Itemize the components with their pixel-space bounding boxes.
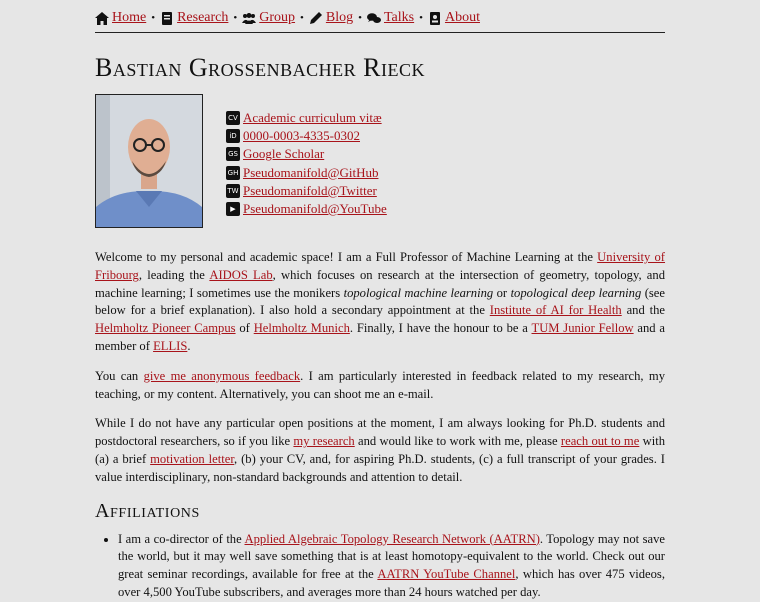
- intro-text: (see below for a brief explanation). I also hold a secondary appointment at the: [95, 285, 665, 318]
- nav-about[interactable]: [428, 10, 480, 26]
- positions-text: While I do not have any particular open positions at the moment, I am always looking for Ph.D. students and postdoctoral researchers, so if you like: [95, 416, 665, 449]
- id-badge-icon: [428, 12, 442, 25]
- positions-text: and would like to work with me, please: [354, 434, 561, 449]
- intro-text: of: [235, 321, 254, 336]
- intro-text: , which focuses on research at the intersection of geometry, topology, and machine learning; I sometimes use the monikers: [95, 267, 665, 300]
- nav-group-label: Group: [259, 10, 296, 25]
- google-scholar-icon: GS: [226, 147, 240, 161]
- aatrn-youtube-link[interactable]: AATRN YouTube Channel: [377, 567, 516, 582]
- link-row: [226, 200, 387, 218]
- affiliation-text: I am a co-director of the: [118, 531, 245, 546]
- aatrn-link[interactable]: Applied Algebraic Topology Research Network (AATRN): [244, 531, 540, 546]
- twitter-icon: TW: [226, 184, 240, 198]
- positions-paragraph: [95, 415, 665, 486]
- nav-blog[interactable]: [309, 10, 353, 26]
- nav-separator: •: [233, 12, 238, 24]
- positions-text: , (b) your CV, and, for aspiring Ph.D. students, (c) a full transcript of your grades. I value interdisciplinary, non-standard backgrounds and attention to detail.: [95, 451, 665, 484]
- affiliation-text: . Topology may not save the world, but it may well save something that is at least homotopy-equivalent to the world. Check out our great seminar recordings, available for free at the: [118, 531, 666, 582]
- list-item: [118, 531, 665, 602]
- pioneer-campus-link[interactable]: Helmholtz Pioneer Campus: [95, 321, 236, 336]
- orcid-icon: iD: [226, 129, 240, 143]
- aidos-lab-link[interactable]: AIDOS Lab: [209, 267, 273, 282]
- nav-home[interactable]: [95, 10, 146, 26]
- intro-text: and a member of: [95, 321, 666, 353]
- affiliation-text: , which has over 475 videos, over 4,500 YouTube subscribers, and averages more than 24 hours watched per day.: [118, 567, 665, 599]
- link-row: [226, 127, 387, 145]
- intro-text: . Finally, I have the honour to be a: [349, 321, 532, 336]
- institute-link[interactable]: Institute of AI for Health: [489, 303, 622, 318]
- youtube-link[interactable]: Pseudomanifold@YouTube: [243, 201, 387, 217]
- feedback-paragraph: [95, 368, 665, 404]
- university-link[interactable]: University of Fribourg: [95, 250, 666, 282]
- profile-section: [95, 91, 665, 231]
- page: [95, 0, 665, 602]
- twitter-link[interactable]: Pseudomanifold@Twitter: [243, 182, 377, 198]
- link-row: [226, 145, 387, 163]
- intro-text: or: [493, 285, 511, 300]
- main-content: [95, 249, 665, 602]
- profile-photo: [95, 94, 203, 228]
- pencil-icon: [309, 12, 323, 25]
- intro-emphasis: topological machine learning: [343, 285, 494, 300]
- intro-text: .: [187, 338, 191, 353]
- reach-out-link[interactable]: reach out to me: [560, 434, 640, 449]
- positions-text: with (a) a brief: [95, 434, 665, 466]
- feedback-text: You can: [95, 368, 144, 383]
- nav-group[interactable]: [242, 10, 295, 26]
- page-title: Bastian Grossenbacher Rieck: [95, 53, 425, 82]
- motivation-letter-link[interactable]: motivation letter: [150, 451, 235, 466]
- link-row: [226, 164, 387, 182]
- nav-home-label: Home: [112, 10, 147, 25]
- google-scholar-link[interactable]: Google Scholar: [243, 146, 325, 162]
- intro-text: Welcome to my personal and academic space! I am a Full Professor of Machine Learning at the: [95, 250, 598, 264]
- github-link[interactable]: Pseudomanifold@GitHub: [243, 164, 379, 180]
- intro-text: , leading the: [138, 267, 210, 282]
- intro-emphasis: topological deep learning: [510, 285, 642, 300]
- nav-separator: •: [151, 12, 156, 24]
- feedback-link[interactable]: give me anonymous feedback: [143, 368, 301, 383]
- nav-about-label: About: [444, 10, 480, 25]
- nav-separator: •: [419, 12, 423, 24]
- feedback-text: . I am particularly interested in feedback related to my research, my teaching, or my content. Alternatively, you can shoot me an e-mail.: [95, 368, 665, 401]
- top-navigation: [95, 0, 665, 33]
- cv-icon: CV: [226, 111, 240, 125]
- nav-talks[interactable]: [367, 10, 414, 26]
- nav-separator: •: [300, 12, 304, 24]
- portrait-image: [96, 95, 202, 227]
- tum-fellow-link[interactable]: TUM Junior Fellow: [531, 321, 634, 336]
- home-icon: [95, 12, 109, 25]
- users-icon: [242, 12, 256, 25]
- my-research-link[interactable]: my research: [293, 434, 355, 449]
- nav-research-label: Research: [177, 10, 229, 25]
- nav-talks-label: Talks: [383, 10, 415, 25]
- nav-research[interactable]: [160, 10, 228, 26]
- cv-link[interactable]: Academic curriculum vitæ: [243, 110, 382, 126]
- comments-icon: [367, 12, 381, 25]
- ellis-link[interactable]: ELLIS: [153, 338, 188, 353]
- intro-text: and the: [621, 303, 665, 318]
- book-icon: [160, 12, 174, 25]
- link-row: [226, 182, 387, 200]
- intro-paragraph: [95, 249, 665, 356]
- profile-links: [226, 109, 387, 218]
- affiliations-heading: Affiliations: [95, 499, 200, 522]
- link-row: [226, 109, 387, 127]
- orcid-link[interactable]: 0000-0003-4335-0302: [243, 128, 360, 144]
- github-icon: GH: [226, 166, 240, 180]
- youtube-icon: ▶: [226, 202, 240, 216]
- helmholtz-munich-link[interactable]: Helmholtz Munich: [253, 321, 350, 336]
- nav-separator: •: [358, 12, 362, 24]
- nav-blog-label: Blog: [325, 10, 354, 25]
- affiliations-list: [95, 531, 665, 602]
